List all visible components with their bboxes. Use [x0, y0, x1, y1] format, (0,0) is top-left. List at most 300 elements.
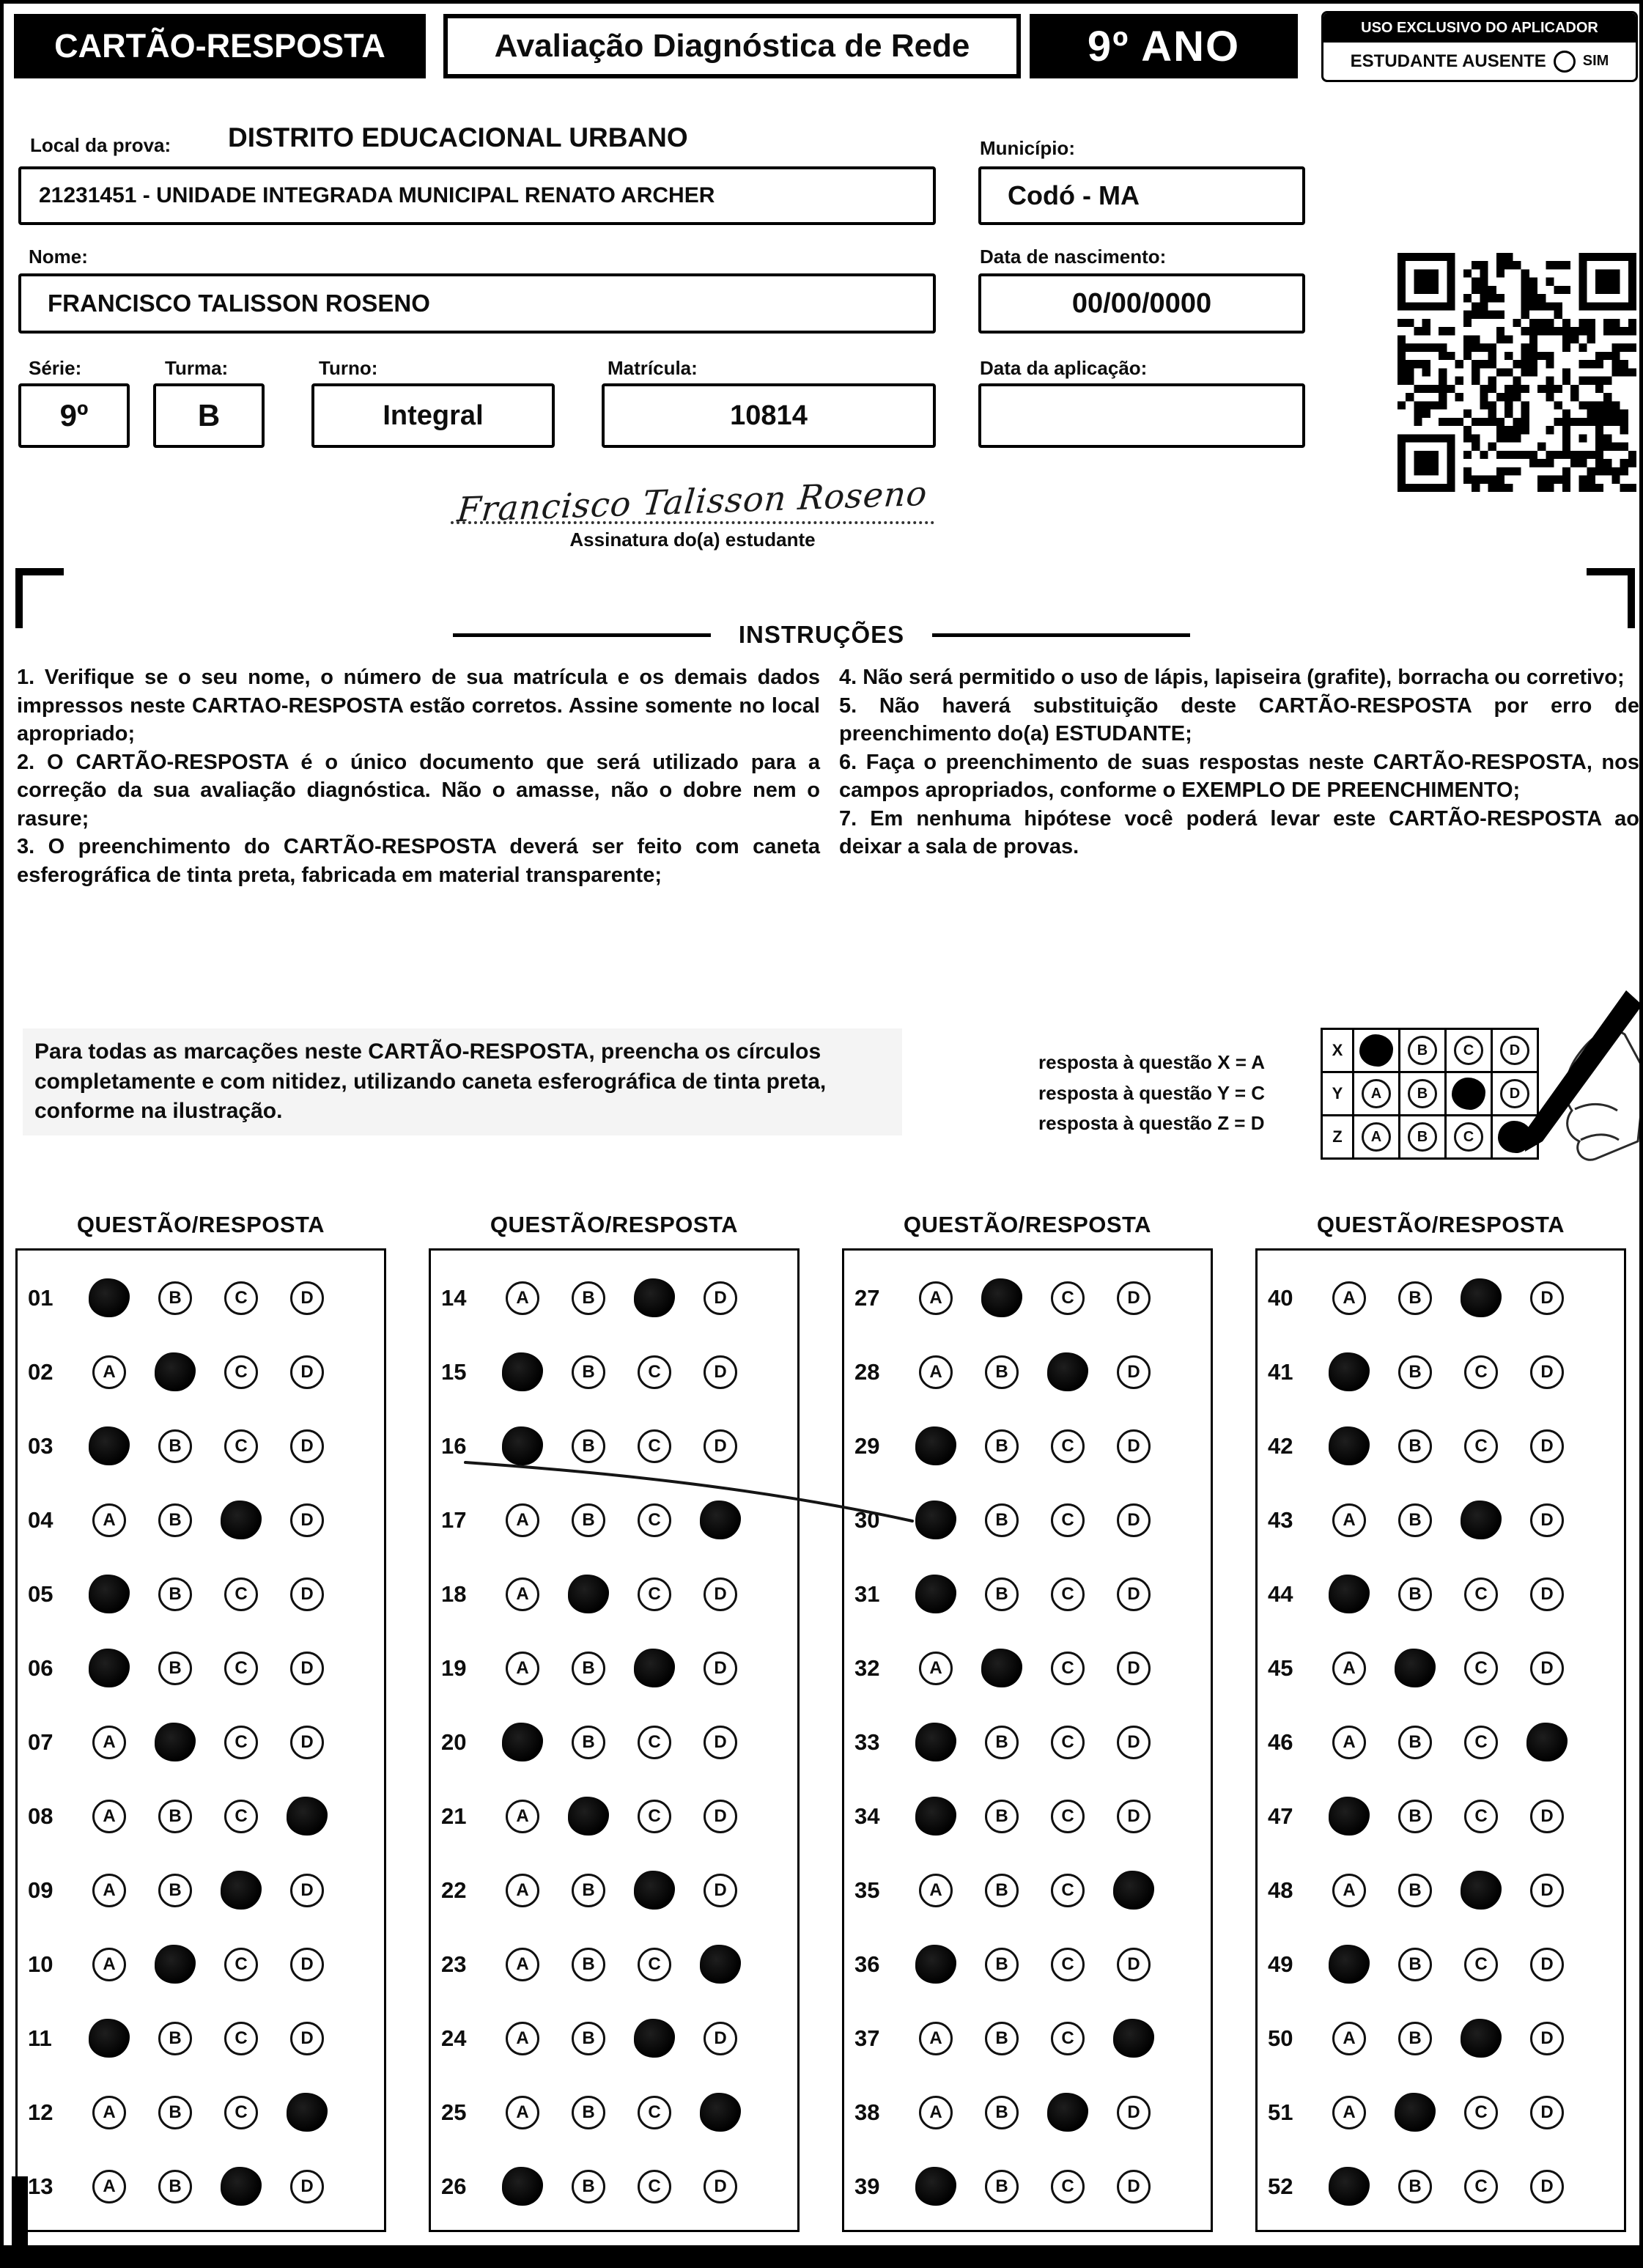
corner-mark-bottom-left: [12, 2176, 28, 2250]
bubble-slot: [1514, 2022, 1580, 2055]
bubble-option: A: [506, 2022, 539, 2055]
bubble-option: D: [1530, 1577, 1564, 1611]
example-answer-line: resposta à questão Y = C: [1038, 1081, 1266, 1104]
question-row: [431, 1927, 797, 2001]
bubble-slot: [687, 1726, 753, 1759]
bubble-slot: [490, 2022, 555, 2055]
bubble-option: D: [290, 1503, 324, 1537]
question-number: 14: [441, 1284, 467, 1311]
bubble-option: B: [572, 1355, 605, 1389]
question-number: 33: [854, 1728, 880, 1755]
bubble-option: C: [1051, 1948, 1085, 1981]
bubble-marked: [634, 2019, 675, 2058]
bubble-slot: [76, 1726, 142, 1759]
bubble-option: C: [638, 1355, 671, 1389]
example-grid-cell: [1352, 1028, 1400, 1073]
municipio-field: Codó - MA: [978, 166, 1305, 225]
question-number: 48: [1268, 1877, 1293, 1903]
bubble-option: A: [1332, 1874, 1366, 1907]
example-answer-line: resposta à questão Z = D: [1038, 1112, 1265, 1135]
bubble-slot: [1448, 2096, 1514, 2129]
bubble-option: B: [985, 1874, 1019, 1907]
question-row: [844, 1853, 1211, 1927]
bubble-option: A: [506, 1503, 539, 1537]
bubble-marked: [287, 1797, 328, 1836]
bubble-slot: [687, 2022, 753, 2055]
bubble-marked: [89, 1426, 130, 1465]
bubble-option: D: [704, 1874, 737, 1907]
instruction-item: 4. Não será permitido o uso de lápis, lapiseira (grafite), borracha ou corretivo;: [839, 666, 1625, 689]
bubble-slot: [274, 1726, 340, 1759]
municipio-label: Município:: [980, 137, 1075, 159]
bubble-option: D: [704, 1652, 737, 1685]
bubble-option: D: [704, 1281, 737, 1315]
bubble-option: D: [704, 2170, 737, 2203]
question-row: [1258, 1483, 1624, 1557]
example-bubble: B: [1408, 1036, 1437, 1065]
answer-column-header: QUESTÃO/RESPOSTA: [903, 1212, 1152, 1237]
question-number: 34: [854, 1803, 880, 1829]
question-row: [18, 2149, 384, 2223]
bubble-option: C: [1051, 1874, 1085, 1907]
question-number: 30: [854, 1506, 880, 1533]
bubble-slot: [1316, 1426, 1382, 1465]
bubble-slot: [969, 2096, 1035, 2129]
bubble-option: C: [224, 1577, 258, 1611]
bubble-slot: [969, 1355, 1035, 1389]
bubble-slot: [687, 1577, 753, 1611]
question-row: [844, 1261, 1211, 1335]
bubble-slot: [1035, 1652, 1101, 1685]
bubble-marked: [700, 2093, 741, 2132]
bubble-slot: [76, 2170, 142, 2203]
example-bubble-marked: [1498, 1121, 1532, 1153]
bubble-slot: [555, 1281, 621, 1315]
bubble-option: A: [506, 1874, 539, 1907]
bubble-option: D: [1117, 1948, 1151, 1981]
bubble-slot: [1514, 1874, 1580, 1907]
question-number: 13: [28, 2173, 53, 2199]
bubble-option: B: [1398, 1429, 1432, 1463]
bubble-option: C: [1464, 2096, 1498, 2129]
bubble-option: D: [290, 1652, 324, 1685]
question-row: [1258, 1705, 1624, 1779]
bubble-slot: [1316, 1352, 1382, 1391]
bubble-slot: [490, 1723, 555, 1761]
bubble-option: B: [572, 2170, 605, 2203]
bubble-option: B: [572, 2096, 605, 2129]
bubble-slot: [208, 2096, 274, 2129]
bubble-slot: [1316, 2022, 1382, 2055]
bubble-slot: [1448, 1577, 1514, 1611]
question-number: 15: [441, 1358, 467, 1385]
bubble-option: A: [919, 2022, 953, 2055]
bubble-slot: [1382, 1649, 1448, 1687]
question-row: [18, 1261, 384, 1335]
bubble-slot: [1448, 1501, 1514, 1539]
bubble-marked: [1329, 1426, 1370, 1465]
bubble-option: C: [224, 2096, 258, 2129]
bubble-option: D: [1530, 2170, 1564, 2203]
matricula-label: Matrícula:: [608, 357, 698, 379]
example-row-label-text: X: [1332, 1041, 1343, 1059]
bubble-slot: [555, 1726, 621, 1759]
bubble-option: A: [506, 1652, 539, 1685]
question-number: 36: [854, 1951, 880, 1977]
question-number: 01: [28, 1284, 53, 1311]
bubble-slot: [1448, 1355, 1514, 1389]
example-bubble: D: [1500, 1036, 1529, 1065]
bubble-option: A: [92, 1726, 126, 1759]
bubble-option: A: [92, 1355, 126, 1389]
bubble-option: A: [92, 2170, 126, 2203]
bubble-option: D: [1117, 1577, 1151, 1611]
bubble-option: A: [919, 2096, 953, 2129]
question-number: 16: [441, 1432, 467, 1459]
bubble-slot: [1382, 1726, 1448, 1759]
nome-label: Nome:: [29, 246, 88, 268]
bubble-option: C: [224, 1948, 258, 1981]
question-number: 17: [441, 1506, 467, 1533]
question-row: [431, 1335, 797, 1409]
bubble-slot: [903, 1723, 969, 1761]
question-row: [844, 2075, 1211, 2149]
bubble-slot: [687, 1800, 753, 1833]
example-row-label: [1321, 1114, 1354, 1160]
bubble-slot: [621, 2019, 687, 2058]
bubble-option: C: [224, 1355, 258, 1389]
bubble-slot: [274, 1503, 340, 1537]
bubble-slot: [142, 2096, 208, 2129]
bubble-option: C: [1464, 1652, 1498, 1685]
bubble-slot: [490, 2096, 555, 2129]
bubble-option: B: [158, 2022, 192, 2055]
bubble-marked: [1461, 1501, 1502, 1539]
rule-left: [453, 633, 711, 637]
bubble-slot: [1035, 1503, 1101, 1537]
bubble-slot: [1382, 1355, 1448, 1389]
example-row-label-text: Y: [1332, 1084, 1343, 1102]
signature-line: [451, 473, 934, 530]
bubble-option: B: [985, 1800, 1019, 1833]
bubble-option: C: [224, 1429, 258, 1463]
bubble-slot: [1101, 1577, 1167, 1611]
bubble-slot: [76, 2019, 142, 2058]
bubble-slot: [969, 1948, 1035, 1981]
bubble-option: B: [572, 2022, 605, 2055]
question-row: [1258, 2001, 1624, 2075]
bubble-slot: [969, 1577, 1035, 1611]
question-row: [844, 1335, 1211, 1409]
bubble-slot: [274, 1577, 340, 1611]
bubble-option: C: [638, 2096, 671, 2129]
bubble-slot: [208, 1355, 274, 1389]
bubble-option: D: [1117, 1726, 1151, 1759]
question-number: 18: [441, 1580, 467, 1607]
bubble-slot: [1035, 1800, 1101, 1833]
bubble-option: C: [224, 2022, 258, 2055]
bubble-option: C: [1051, 2170, 1085, 2203]
question-row: [18, 1853, 384, 1927]
question-number: 31: [854, 1580, 880, 1607]
exam-title: Avaliação Diagnóstica de Rede: [443, 14, 1021, 78]
bubble-slot: [1101, 1726, 1167, 1759]
question-row: [1258, 1557, 1624, 1631]
bubble-option: A: [506, 1281, 539, 1315]
bubble-option: C: [224, 1726, 258, 1759]
bubble-option: B: [158, 2170, 192, 2203]
bubble-marked: [915, 1797, 956, 1836]
absent-bubble-icon: [1554, 51, 1576, 73]
bubble-slot: [1316, 1281, 1382, 1315]
bubble-slot: [1382, 1948, 1448, 1981]
bubble-option: D: [1117, 1652, 1151, 1685]
example-bubble: C: [1454, 1036, 1483, 1065]
question-row: [431, 1853, 797, 1927]
bubble-slot: [1035, 1577, 1101, 1611]
bubble-slot: [621, 1871, 687, 1910]
bubble-slot: [208, 1871, 274, 1910]
serie-label: Série:: [29, 357, 82, 379]
bubble-marked: [981, 1649, 1022, 1687]
bubble-option: A: [506, 1577, 539, 1611]
question-number: 50: [1268, 2025, 1293, 2051]
bubble-option: B: [985, 2022, 1019, 2055]
example-answer-line: resposta à questão X = A: [1038, 1051, 1265, 1073]
question-number: 05: [28, 1580, 53, 1607]
bubble-option: C: [1464, 1355, 1498, 1389]
bubble-marked: [1329, 1945, 1370, 1984]
question-row: [1258, 1631, 1624, 1705]
bubble-slot: [687, 2170, 753, 2203]
instruction-item: 3. O preenchimento do CARTÃO-RESPOSTA deverá ser feito com caneta esferográfica de tinta preta, fabricada em material transparente;: [17, 835, 820, 887]
question-number: 04: [28, 1506, 53, 1533]
question-row: [844, 2149, 1211, 2223]
bubble-marked: [155, 1945, 196, 1984]
example-grid-cell: [1444, 1071, 1493, 1116]
question-row: [18, 1631, 384, 1705]
bubble-slot: [142, 1800, 208, 1833]
question-row: [1258, 1335, 1624, 1409]
bubble-option: B: [985, 1948, 1019, 1981]
bubble-option: C: [1464, 1429, 1498, 1463]
absent-label: ESTUDANTE AUSENTE: [1350, 51, 1546, 71]
bubble-marked: [634, 1649, 675, 1687]
example-instruction-text: Para todas as marcações neste CARTÃO-RESPOSTA, preencha os círculos completamente e com nitidez, utilizando caneta esferográfica de tinta preta, conforme na ilustração.: [23, 1028, 902, 1135]
bubble-option: A: [1332, 1503, 1366, 1537]
bubble-slot: [274, 1355, 340, 1389]
bubble-option: B: [985, 1355, 1019, 1389]
question-row: [18, 1927, 384, 2001]
question-number: 32: [854, 1654, 880, 1681]
instructions-header: [4, 621, 1639, 649]
bubble-option: D: [704, 1800, 737, 1833]
example-grid-cell: [1398, 1071, 1447, 1116]
question-row: [431, 1705, 797, 1779]
bubble-slot: [621, 1649, 687, 1687]
bubble-marked: [155, 1723, 196, 1761]
bubble-marked: [915, 1723, 956, 1761]
bubble-option: B: [572, 1726, 605, 1759]
answer-column-header: QUESTÃO/RESPOSTA: [76, 1212, 325, 1237]
answer-column-box: [842, 1248, 1213, 2232]
question-number: 29: [854, 1432, 880, 1459]
bubble-slot: [555, 1355, 621, 1389]
grade-badge: 9º ANO: [1030, 14, 1298, 78]
bubble-slot: [903, 2022, 969, 2055]
bubble-option: B: [158, 1800, 192, 1833]
bubble-slot: [76, 1355, 142, 1389]
bubble-slot: [621, 1726, 687, 1759]
bubble-slot: [903, 1281, 969, 1315]
bubble-slot: [621, 2170, 687, 2203]
bottom-edge-bar: [4, 2245, 1639, 2264]
example-bubble-marked: [1359, 1034, 1393, 1067]
bubble-option: A: [919, 1281, 953, 1315]
matricula-field: 10814: [602, 383, 936, 448]
question-number: 11: [28, 2025, 52, 2051]
bubble-option: C: [638, 1800, 671, 1833]
bubble-slot: [142, 1874, 208, 1907]
question-number: 42: [1268, 1432, 1293, 1459]
signature-caption: Assinatura do(a) estudante: [569, 529, 816, 551]
bubble-slot: [687, 1355, 753, 1389]
bubble-slot: [142, 1577, 208, 1611]
bubble-option: D: [1117, 2096, 1151, 2129]
bubble-slot: [969, 2170, 1035, 2203]
bubble-slot: [490, 1800, 555, 1833]
bubble-slot: [555, 1797, 621, 1836]
bubble-slot: [274, 1429, 340, 1463]
bubble-slot: [1316, 1652, 1382, 1685]
qr-code: [1398, 253, 1636, 492]
bubble-marked: [89, 1649, 130, 1687]
example-grid-cell: [1398, 1028, 1447, 1073]
bubble-slot: [621, 2096, 687, 2129]
answer-column-box: [1255, 1248, 1626, 2232]
question-number: 07: [28, 1728, 53, 1755]
bubble-slot: [969, 1726, 1035, 1759]
bubble-option: A: [92, 1800, 126, 1833]
bubble-slot: [1382, 1429, 1448, 1463]
question-number: 23: [441, 1951, 467, 1977]
bubble-option: D: [1117, 1800, 1151, 1833]
bubble-slot: [142, 1503, 208, 1537]
bubble-slot: [1382, 1874, 1448, 1907]
bubble-slot: [969, 1503, 1035, 1537]
bubble-option: B: [1398, 1503, 1432, 1537]
question-number: 51: [1268, 2099, 1293, 2125]
bubble-slot: [1448, 1871, 1514, 1910]
bubble-option: B: [158, 1281, 192, 1315]
bubble-slot: [969, 1800, 1035, 1833]
bubble-marked: [1461, 1278, 1502, 1317]
bubble-option: C: [1051, 1652, 1085, 1685]
local-label: Local da prova:: [30, 134, 171, 156]
question-row: [18, 1557, 384, 1631]
example-row-label-text: Z: [1332, 1127, 1343, 1146]
bubble-slot: [1316, 1945, 1382, 1984]
bubble-marked: [1526, 1723, 1568, 1761]
bubble-slot: [1514, 1429, 1580, 1463]
bubble-option: D: [1530, 1800, 1564, 1833]
example-grid-row: [1323, 1073, 1539, 1116]
example-bubble: C: [1454, 1122, 1483, 1152]
bubble-slot: [621, 1577, 687, 1611]
instructions-title: INSTRUÇÕES: [738, 621, 905, 648]
example-grid-cell: [1444, 1114, 1493, 1160]
question-row: [1258, 1261, 1624, 1335]
bubble-option: A: [1332, 1726, 1366, 1759]
question-number: 21: [441, 1803, 467, 1829]
bubble-slot: [142, 1945, 208, 1984]
bubble-slot: [76, 1800, 142, 1833]
bubble-option: A: [92, 1503, 126, 1537]
example-grid-row: [1323, 1116, 1539, 1160]
bubble-slot: [621, 1355, 687, 1389]
bubble-option: A: [506, 2096, 539, 2129]
bubble-slot: [903, 1797, 969, 1836]
bubble-marked: [1329, 1352, 1370, 1391]
bubble-slot: [208, 1800, 274, 1833]
question-row: [1258, 2149, 1624, 2223]
bubble-option: B: [158, 2096, 192, 2129]
question-row: [1258, 1779, 1624, 1853]
bubble-slot: [1448, 1278, 1514, 1317]
bubble-option: D: [290, 1577, 324, 1611]
bubble-option: C: [1464, 1577, 1498, 1611]
question-row: [18, 1409, 384, 1483]
question-number: 52: [1268, 2173, 1293, 2199]
bubble-option: C: [1051, 1503, 1085, 1537]
bubble-slot: [208, 1652, 274, 1685]
rule-right: [932, 633, 1190, 637]
bubble-marked: [287, 2093, 328, 2132]
bubble-option: C: [1051, 1577, 1085, 1611]
bubble-marked: [1395, 2093, 1436, 2132]
bubble-slot: [142, 2170, 208, 2203]
bubble-slot: [76, 1503, 142, 1537]
bubble-slot: [1448, 1429, 1514, 1463]
bubble-option: C: [1464, 1800, 1498, 1833]
bubble-marked: [502, 2167, 543, 2206]
bubble-option: D: [1530, 1652, 1564, 1685]
question-number: 08: [28, 1803, 53, 1829]
bubble-marked: [89, 2019, 130, 2058]
bubble-option: B: [985, 2096, 1019, 2129]
bubble-option: B: [158, 1652, 192, 1685]
bubble-option: C: [1051, 1281, 1085, 1315]
instructions-right-column: [839, 663, 1639, 861]
bubble-marked: [1329, 1797, 1370, 1836]
bubble-slot: [142, 1723, 208, 1761]
bubble-option: A: [92, 2096, 126, 2129]
example-bubble: A: [1362, 1079, 1391, 1108]
bubble-slot: [1035, 1874, 1101, 1907]
bubble-slot: [969, 1429, 1035, 1463]
question-row: [844, 1557, 1211, 1631]
bubble-slot: [1035, 1429, 1101, 1463]
bubble-slot: [274, 1948, 340, 1981]
stray-pen-mark: [443, 1433, 927, 1536]
bubble-option: D: [1117, 1503, 1151, 1537]
student-signature: Francisco Talisson Roseno: [455, 473, 930, 530]
bubble-slot: [903, 1575, 969, 1613]
bubble-option: D: [1530, 2096, 1564, 2129]
question-row: [1258, 1853, 1624, 1927]
bubble-slot: [903, 1874, 969, 1907]
bubble-slot: [1514, 2096, 1580, 2129]
